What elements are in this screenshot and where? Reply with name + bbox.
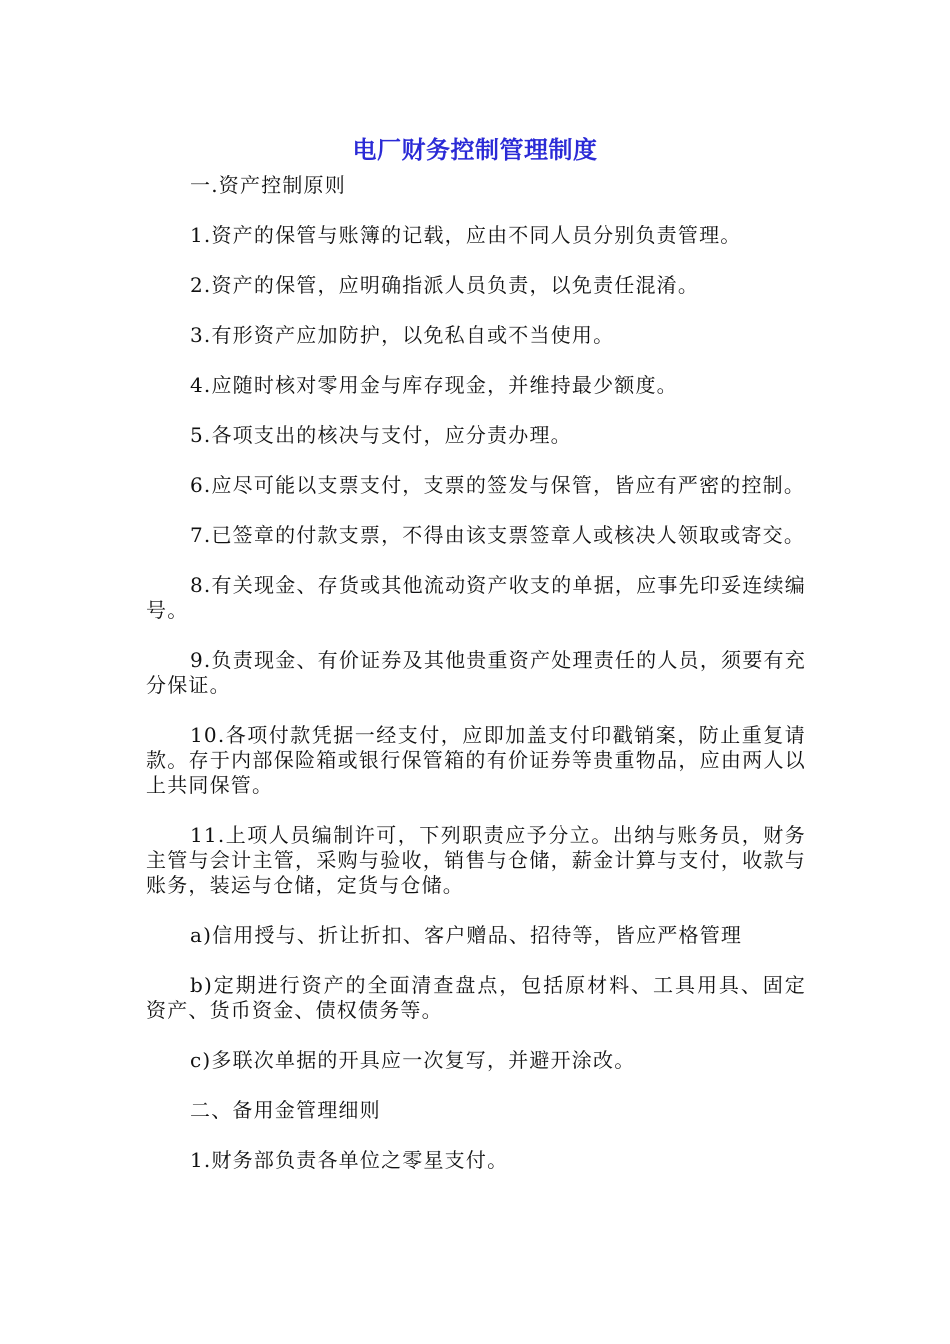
paragraph-5: 5.各项支出的核决与支付，应分责办理。	[190, 423, 572, 447]
paragraph-1: 1.资产的保管与账簿的记载，应由不同人员分别负责管理。	[190, 223, 742, 247]
sub-item-b: b)定期进行资产的全面清查盘点，包括原材料、工具用具、固定资产、货币资金、债权债务等。	[146, 973, 806, 1022]
paragraph-2: 2.资产的保管，应明确指派人员负责，以免责任混淆。	[190, 273, 700, 297]
document-body	[146, 173, 806, 1198]
paragraph-6: 6.应尽可能以支票支付，支票的签发与保管，皆应有严密的控制。	[190, 473, 806, 497]
paragraph-3: 3.有形资产应加防护，以免私自或不当使用。	[190, 323, 615, 347]
section-heading-petty-cash: 二、备用金管理细则	[190, 1098, 381, 1122]
sub-item-a: a)信用授与、折让折扣、客户赠品、招待等，皆应严格管理	[190, 923, 743, 947]
paragraph-9: 9.负责现金、有价证券及其他贵重资产处理责任的人员，须要有充分保证。	[146, 648, 806, 697]
paragraph-7: 7.已签章的付款支票，不得由该支票签章人或核决人领取或寄交。	[190, 523, 806, 547]
paragraph-4: 4.应随时核对零用金与库存现金，并维持最少额度。	[190, 373, 678, 397]
paragraph-8: 8.有关现金、存货或其他流动资产收支的单据，应事先印妥连续编号。	[146, 573, 806, 622]
document-title: 电厂财务控制管理制度	[352, 136, 598, 164]
paragraph-11: 11.上项人员编制许可，下列职责应予分立。出纳与账务员，财务主管与会计主管，采购与验收，销售与仓储，薪金计算与支付，收款与账务，装运与仓储，定货与仓储。	[146, 823, 806, 897]
paragraph-10: 10.各项付款凭据一经支付，应即加盖支付印戳销案，防止重复请款。存于内部保险箱或银行保管箱的有价证券等贵重物品，应由两人以上共同保管。	[146, 723, 806, 797]
section-heading-asset-control: 一.资产控制原则	[190, 173, 346, 197]
paragraph-petty-cash-1: 1.财务部负责各单位之零星支付。	[190, 1148, 509, 1172]
sub-item-c: c)多联次单据的开具应一次复写，并避开涂改。	[190, 1048, 636, 1072]
